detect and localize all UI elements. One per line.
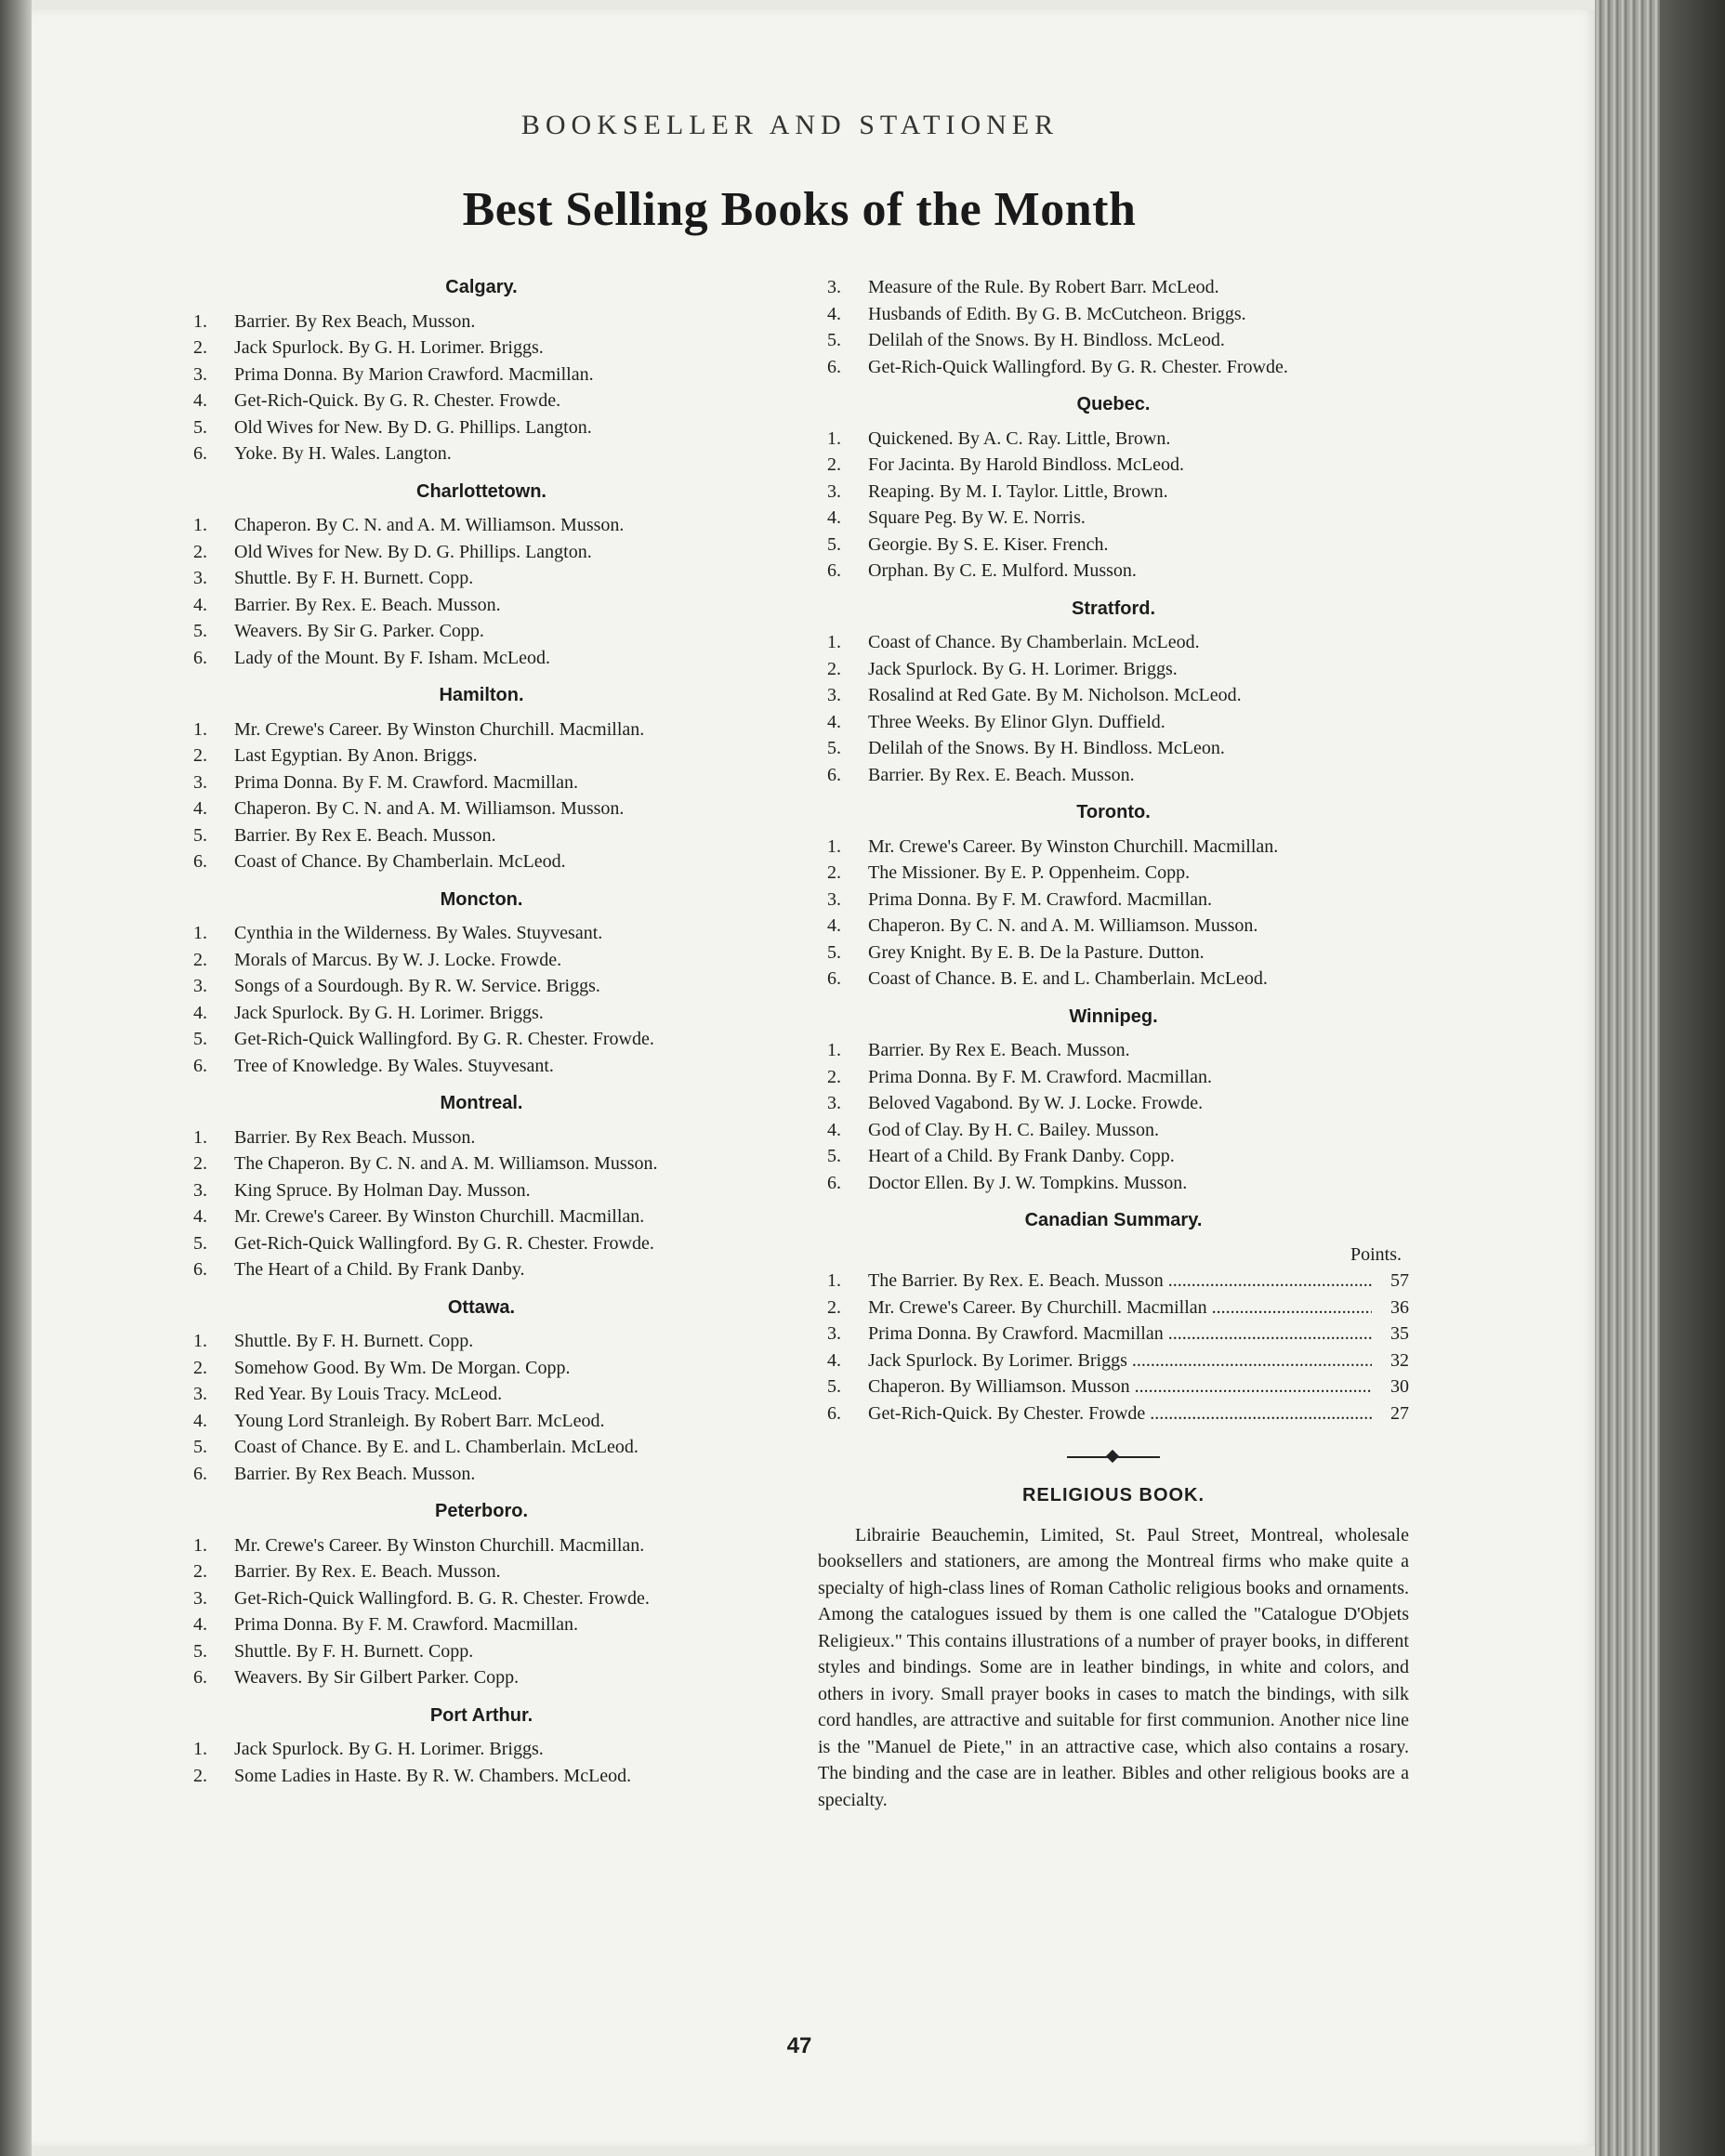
item-number: 5.: [827, 1146, 841, 1166]
points-value: 27: [1390, 1402, 1409, 1424]
item-text: Beloved Vagabond. By W. J. Locke. Frowde.: [868, 1093, 1204, 1113]
item-text: Weavers. By Sir Gilbert Parker. Copp.: [234, 1667, 520, 1688]
continued-list: [818, 274, 1409, 380]
item-number: 5.: [193, 621, 207, 641]
item-number: 6.: [827, 560, 841, 581]
item-text: Barrier. By Rex E. Beach. Musson.: [868, 1040, 1130, 1060]
list-item: [184, 1434, 779, 1461]
item-number: 1.: [193, 1739, 207, 1759]
list-item: [818, 887, 1409, 914]
list-item: [184, 1328, 779, 1355]
summary-row: [818, 1400, 1409, 1427]
item-number: 4.: [193, 594, 207, 615]
item-text: Red Year. By Louis Tracy. McLeod.: [234, 1384, 503, 1404]
list-item: [184, 1203, 779, 1230]
item-text: Weavers. By Sir G. Parker. Copp.: [234, 621, 484, 641]
item-text: God of Clay. By H. C. Bailey. Musson.: [868, 1119, 1159, 1140]
item-text: Get-Rich-Quick. By G. R. Chester. Frowde.: [234, 390, 561, 411]
item-number: 3.: [827, 685, 841, 705]
list-item: [184, 795, 779, 822]
list-item: [184, 335, 779, 362]
list-item: [184, 592, 779, 619]
item-text: The Missioner. By E. P. Oppenheim. Copp.: [868, 862, 1191, 883]
item-text: Jack Spurlock. By G. H. Lorimer. Briggs.: [234, 1739, 544, 1759]
item-text: Coast of Chance. By Chamberlain. McLeod.: [234, 851, 566, 872]
item-text: Mr. Crewe's Career. By Winston Churchill. Macmillan.: [868, 835, 1279, 857]
item-number: 1.: [193, 1534, 207, 1556]
list-item: [184, 1000, 779, 1027]
list-item: [184, 822, 779, 849]
item-text: Coast of Chance. B. E. and L. Chamberlain. McLeod.: [868, 968, 1268, 989]
list-item: [184, 920, 779, 947]
item-number: 4.: [827, 303, 841, 324]
item-text: Get-Rich-Quick Wallingford. B. G. R. Chester. Frowde.: [234, 1587, 650, 1609]
list-item: [184, 1664, 779, 1691]
list-item: [818, 327, 1409, 354]
list-item: [818, 505, 1409, 532]
item-text: Georgie. By S. E. Kiser. French.: [868, 533, 1109, 555]
city-heading: Port Arthur.: [429, 1704, 533, 1726]
item-number: 5.: [193, 1232, 207, 1254]
list-item: [818, 1170, 1409, 1197]
bestseller-list: [818, 834, 1409, 993]
list-item: [818, 966, 1409, 993]
list-item: [818, 558, 1409, 585]
item-number: 3.: [193, 771, 207, 793]
city-heading: Peterboro.: [434, 1501, 529, 1521]
item-text: Barrier. By Rex. E. Beach. Musson.: [234, 1561, 501, 1582]
item-text: Grey Knight. By E. B. De la Pasture. Dutton.: [868, 941, 1205, 963]
summary-row: [818, 1321, 1409, 1348]
list-item: [184, 1026, 779, 1053]
list-item: [818, 452, 1409, 479]
item-text: Old Wives for New. By D. G. Phillips. Langton.: [234, 541, 592, 562]
item-text: Barrier. By Rex. E. Beach. Musson.: [234, 594, 501, 615]
running-head: BOOKSELLER AND STATIONER: [520, 110, 1060, 140]
item-number: 4.: [827, 1349, 841, 1371]
item-text: Reaping. By M. I. Taylor. Little, Brown.: [868, 480, 1168, 502]
item-number: 6.: [827, 968, 841, 989]
points-value: 36: [1390, 1296, 1409, 1318]
list-item: [184, 414, 779, 441]
points-value: 30: [1390, 1376, 1409, 1397]
item-number: 4.: [193, 1410, 207, 1431]
item-text: Shuttle. By F. H. Burnett. Copp.: [234, 568, 474, 588]
item-number: 5.: [827, 738, 841, 758]
item-text: Morals of Marcus. By W. J. Locke. Frowde.: [234, 949, 562, 970]
list-item: [818, 1037, 1409, 1064]
item-text: Prima Donna. By F. M. Crawford. Macmillan.: [234, 1614, 579, 1635]
item-text: Mr. Crewe's Career. By Winston Churchill. Macmillan.: [234, 718, 645, 740]
item-number: 6.: [193, 1667, 207, 1688]
list-item: [184, 1763, 779, 1790]
item-number: 1.: [193, 1331, 207, 1351]
points-value: 57: [1390, 1270, 1409, 1291]
item-text: Coast of Chance. By E. and L. Chamberlain. McLeod.: [234, 1437, 639, 1457]
item-text: Jack Spurlock. By G. H. Lorimer. Briggs.: [234, 1002, 544, 1023]
list-item: [184, 1585, 779, 1612]
item-text: Barrier. By Rex E. Beach. Musson.: [234, 824, 496, 846]
list-item: [184, 1053, 779, 1080]
city-heading: Moncton.: [440, 888, 523, 910]
item-number: 6.: [827, 1402, 841, 1424]
item-number: 4.: [193, 1002, 207, 1023]
item-number: 6.: [193, 647, 207, 668]
bestseller-list: [184, 1532, 779, 1691]
item-number: 4.: [827, 915, 841, 936]
item-text: Old Wives for New. By D. G. Phillips. Langton.: [234, 416, 592, 438]
item-number: 6.: [193, 443, 207, 464]
item-text: The Chaperon. By C. N. and A. M. Williamson. Musson.: [234, 1153, 658, 1174]
item-text: Get-Rich-Quick Wallingford. By G. R. Chester. Frowde.: [868, 356, 1288, 377]
summary-heading: Canadian Summary.: [1024, 1210, 1203, 1230]
item-number: 2.: [193, 949, 207, 970]
list-item: [184, 1150, 779, 1177]
item-text: Quickened. By A. C. Ray. Little, Brown.: [868, 427, 1171, 449]
list-item: [818, 354, 1409, 381]
bestseller-list: [818, 629, 1409, 788]
item-number: 5.: [827, 533, 841, 555]
item-text: Get-Rich-Quick Wallingford. By G. R. Chester. Frowde.: [234, 1232, 654, 1254]
item-number: 2.: [193, 337, 207, 358]
list-item: [184, 1461, 779, 1488]
city-heading: Montreal.: [440, 1093, 523, 1113]
item-number: 4.: [827, 507, 841, 528]
list-item: [818, 532, 1409, 559]
list-item: [184, 848, 779, 875]
item-text: Barrier. By Rex. E. Beach. Musson.: [868, 764, 1135, 785]
list-item: [184, 1177, 779, 1204]
item-number: 3.: [193, 1179, 207, 1201]
item-number: 5.: [827, 330, 841, 350]
item-text: Coast of Chance. By Chamberlain. McLeod.: [868, 632, 1200, 652]
summary-row: [818, 1295, 1409, 1321]
list-item: [184, 618, 779, 645]
item-text: King Spruce. By Holman Day. Musson.: [234, 1179, 531, 1201]
item-number: 1.: [827, 835, 841, 857]
list-item: [184, 1408, 779, 1435]
item-text: Shuttle. By F. H. Burnett. Copp.: [234, 1331, 474, 1351]
city-heading: Winnipeg.: [1069, 1006, 1158, 1027]
page-number: 47: [786, 2033, 812, 2058]
bestseller-list: [184, 920, 779, 1079]
list-item: [818, 274, 1409, 301]
city-heading: Toronto.: [1076, 802, 1151, 822]
item-text: Lady of the Mount. By F. Isham. McLeod.: [234, 647, 551, 668]
item-number: 1.: [193, 310, 207, 332]
item-text: Get-Rich-Quick. By Chester. Frowde .....: [868, 1400, 1372, 1427]
item-number: 2.: [827, 1296, 841, 1318]
list-item: [818, 629, 1409, 656]
item-text: Barrier. By Rex Beach, Musson.: [234, 310, 476, 332]
bestseller-list: [818, 1037, 1409, 1196]
list-item: [818, 426, 1409, 453]
summary-row: [818, 1348, 1409, 1374]
list-item: [184, 1736, 779, 1763]
item-text: Husbands of Edith. By G. B. McCutcheon. Briggs.: [868, 303, 1246, 324]
item-text: Some Ladies in Haste. By R. W. Chambers. McLeod.: [234, 1765, 632, 1786]
list-item: [818, 913, 1409, 940]
bestseller-list: [184, 716, 779, 875]
item-number: 1.: [827, 427, 841, 449]
item-text: Jack Spurlock. By G. H. Lorimer. Briggs.: [868, 658, 1178, 679]
item-text: Chaperon. By C. N. and A. M. Williamson. Musson.: [234, 515, 625, 535]
list-item: [818, 940, 1409, 966]
item-text: Doctor Ellen. By J. W. Tompkins. Musson.: [868, 1172, 1188, 1193]
item-text: For Jacinta. By Harold Bindloss. McLeod.: [868, 454, 1184, 475]
item-number: 2.: [827, 862, 841, 883]
list-item: [818, 682, 1409, 709]
item-number: 1.: [193, 718, 207, 740]
item-text: Shuttle. By F. H. Burnett. Copp.: [234, 1640, 474, 1662]
item-text: Last Egyptian. By Anon. Briggs.: [234, 745, 478, 766]
item-number: 1.: [193, 515, 207, 535]
item-number: 3.: [827, 480, 841, 502]
page-title: Best Selling Books of the Month: [462, 183, 1137, 236]
list-item: [818, 735, 1409, 762]
item-number: 3.: [193, 976, 207, 996]
item-text: Delilah of the Snows. By H. Bindloss. McLeon.: [868, 738, 1225, 758]
item-text: Barrier. By Rex Beach. Musson.: [234, 1126, 476, 1148]
item-number: 5.: [193, 1029, 207, 1049]
list-item: [184, 645, 779, 672]
list-item: [184, 1230, 779, 1257]
list-item: [184, 362, 779, 388]
list-item: [184, 1638, 779, 1665]
item-number: 1.: [827, 1040, 841, 1060]
item-number: 5.: [193, 824, 207, 846]
item-text: The Heart of a Child. By Frank Danby.: [234, 1259, 525, 1280]
list-item: [184, 309, 779, 335]
city-heading: Ottawa.: [447, 1296, 516, 1318]
item-number: 2.: [827, 1066, 841, 1087]
list-item: [818, 709, 1409, 736]
city-heading: Hamilton.: [439, 685, 524, 705]
item-text: Prima Donna. By Marion Crawford. Macmillan.: [234, 363, 594, 385]
item-number: 1.: [827, 632, 841, 652]
item-text: Heart of a Child. By Frank Danby. Copp.: [868, 1146, 1175, 1166]
item-text: Tree of Knowledge. By Wales. Stuyvesant.: [234, 1055, 554, 1076]
item-text: Jack Spurlock. By G. H. Lorimer. Briggs.: [234, 337, 544, 358]
item-number: 5.: [193, 1437, 207, 1457]
item-number: 6.: [193, 1463, 207, 1484]
list-item: [818, 834, 1409, 861]
item-number: 6.: [827, 764, 841, 785]
list-item: [818, 860, 1409, 887]
bestseller-list: [184, 309, 779, 467]
list-item: [184, 1532, 779, 1559]
list-item: [184, 565, 779, 592]
item-text: Mr. Crewe's Career. By Winston Churchill. Macmillan.: [234, 1206, 645, 1227]
item-number: 5.: [827, 941, 841, 963]
item-text: Chaperon. By C. N. and A. M. Williamson. Musson.: [234, 798, 625, 819]
list-item: [184, 388, 779, 414]
bestseller-list: [184, 1124, 779, 1283]
item-number: 5.: [193, 416, 207, 438]
item-text: Young Lord Stranleigh. By Robert Barr. McLeod.: [234, 1410, 605, 1431]
item-text: Prima Donna. By F. M. Crawford. Macmillan.: [868, 888, 1213, 910]
left-column: [184, 274, 779, 1789]
article-title: RELIGIOUS BOOK.: [1021, 1485, 1205, 1505]
item-text: Somehow Good. By Wm. De Morgan. Copp.: [234, 1357, 571, 1378]
list-item: [818, 1090, 1409, 1117]
list-item: [184, 512, 779, 539]
article-body: Librairie Beauchemin, Limited, St. Paul Street, Montreal, wholesale booksellers and stationers, are among the Montreal firms who make quite a specialty of high-class lines of Roman Catholic religious books and ornaments. Among the catalogues issued by them is one called the "Catalogue D'Objets Religieux." This contains illustrations of a number of prayer books, in different styles and bindings. Some are in leather bindings, in white and colors, and others in ivory. Small prayer books in cases to match the bindings, with silk cord handles, are attractive and suitable for first communion. Another nice line is the "Manuel de Piete," in an attractive case, which also contains a rosary. The binding and the case are in leather. Bibles and other religious books are a specialty.: [818, 1524, 1409, 1810]
item-number: 5.: [193, 1640, 207, 1662]
item-number: 2.: [827, 454, 841, 475]
bestseller-list: [184, 1736, 779, 1789]
right-column: [818, 274, 1409, 1813]
item-text: Three Weeks. By Elinor Glyn. Duffield.: [868, 711, 1165, 732]
item-number: 3.: [827, 888, 841, 910]
item-number: 3.: [827, 1323, 841, 1344]
item-number: 4.: [193, 1614, 207, 1635]
list-item: [818, 479, 1409, 506]
item-number: 3.: [193, 568, 207, 588]
item-number: 3.: [193, 1587, 207, 1609]
item-text: Barrier. By Rex Beach. Musson.: [234, 1463, 476, 1484]
item-number: 2.: [193, 1153, 207, 1174]
city-heading: Stratford.: [1072, 598, 1155, 619]
book-left-edge: [0, 0, 32, 2156]
item-text: Square Peg. By W. E. Norris.: [868, 507, 1086, 528]
city-heading: Charlottetown.: [416, 480, 546, 502]
list-item: [818, 762, 1409, 789]
points-value: 35: [1390, 1323, 1409, 1344]
bestseller-list: [184, 512, 779, 671]
item-number: 2.: [193, 1561, 207, 1582]
item-text: Get-Rich-Quick Wallingford. By G. R. Chester. Frowde.: [234, 1029, 654, 1049]
list-item: [818, 1064, 1409, 1091]
bestseller-list: [184, 1328, 779, 1487]
item-number: 4.: [827, 1119, 841, 1140]
list-item: [184, 1381, 779, 1408]
item-number: 1.: [193, 923, 207, 943]
item-text: Prima Donna. By F. M. Crawford. Macmillan.: [868, 1066, 1213, 1087]
ornament-divider: [1067, 1451, 1160, 1464]
item-text: Jack Spurlock. By Lorimer. Briggs .....: [868, 1348, 1372, 1374]
item-number: 3.: [193, 363, 207, 385]
list-item: [818, 1143, 1409, 1170]
list-item: [184, 1611, 779, 1638]
list-item: [184, 716, 779, 743]
book-binding: [1595, 0, 1725, 2156]
item-number: 4.: [827, 711, 841, 732]
item-text: The Barrier. By Rex. E. Beach. Musson .....: [868, 1268, 1372, 1295]
item-number: 6.: [193, 851, 207, 872]
item-text: Chaperon. By Williamson. Musson .....: [868, 1374, 1372, 1400]
list-item: [184, 1256, 779, 1283]
city-heading: Quebec.: [1076, 394, 1151, 414]
list-item: [184, 1124, 779, 1151]
list-item: [184, 1558, 779, 1585]
item-number: 6.: [827, 1172, 841, 1193]
item-text: Songs of a Sourdough. By R. W. Service. Briggs.: [234, 976, 600, 996]
bestseller-list: [818, 426, 1409, 585]
item-number: 4.: [193, 390, 207, 411]
item-number: 4.: [193, 1206, 207, 1227]
list-item: [184, 440, 779, 467]
summary-list: [818, 1268, 1409, 1426]
summary-row: [818, 1268, 1409, 1295]
item-text: Measure of the Rule. By Robert Barr. McLeod.: [868, 277, 1219, 297]
list-item: [818, 301, 1409, 328]
item-number: 1.: [827, 1270, 841, 1291]
item-number: 1.: [193, 1126, 207, 1148]
item-number: 3.: [827, 1093, 841, 1113]
item-text: Mr. Crewe's Career. By Churchill. Macmillan .....: [868, 1295, 1372, 1321]
item-number: 4.: [193, 798, 207, 819]
item-text: Orphan. By C. E. Mulford. Musson.: [868, 560, 1137, 581]
item-text: Prima Donna. By F. M. Crawford. Macmillan.: [234, 771, 579, 793]
item-number: 6.: [827, 356, 841, 377]
list-item: [818, 1117, 1409, 1144]
item-number: 2.: [827, 658, 841, 679]
item-number: 2.: [193, 1765, 207, 1786]
city-heading: Calgary.: [445, 277, 518, 297]
list-item: [184, 1355, 779, 1382]
item-number: 3.: [827, 277, 841, 297]
item-text: Chaperon. By C. N. and A. M. Williamson. Musson.: [868, 915, 1258, 936]
list-item: [184, 743, 779, 769]
summary-row: [818, 1374, 1409, 1400]
list-item: [184, 539, 779, 566]
item-number: 2.: [193, 1357, 207, 1378]
item-text: Delilah of the Snows. By H. Bindloss. McLeod.: [868, 330, 1225, 350]
item-number: 6.: [193, 1259, 207, 1280]
item-number: 2.: [193, 745, 207, 766]
list-item: [184, 947, 779, 974]
item-number: 2.: [193, 541, 207, 562]
item-number: 3.: [193, 1384, 207, 1404]
item-text: Rosalind at Red Gate. By M. Nicholson. McLeod.: [868, 685, 1242, 705]
item-text: Mr. Crewe's Career. By Winston Churchill. Macmillan.: [234, 1534, 645, 1556]
item-text: Yoke. By H. Wales. Langton.: [234, 443, 452, 464]
list-item: [184, 769, 779, 796]
item-text: Prima Donna. By Crawford. Macmillan .....: [868, 1321, 1372, 1348]
points-value: 32: [1390, 1349, 1409, 1371]
points-label: Points.: [1350, 1243, 1402, 1265]
item-number: 6.: [193, 1055, 207, 1076]
item-number: 5.: [827, 1376, 841, 1397]
list-item: [184, 973, 779, 1000]
item-text: Cynthia in the Wilderness. By Wales. Stuyvesant.: [234, 923, 603, 943]
list-item: [818, 656, 1409, 683]
